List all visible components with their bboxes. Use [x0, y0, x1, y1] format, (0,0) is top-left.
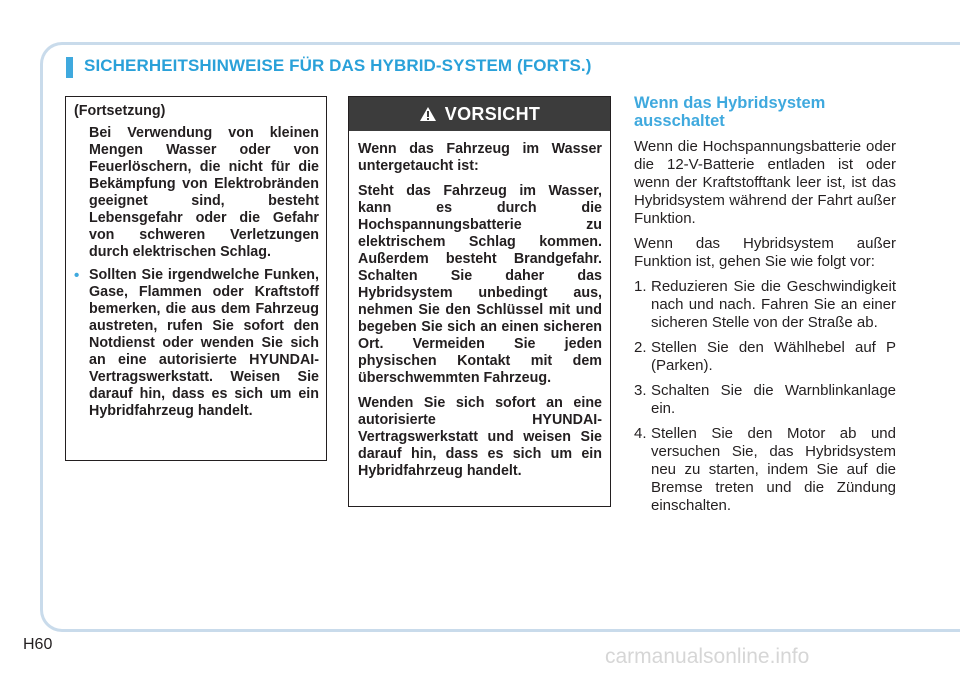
step-text: Stellen Sie den Motor ab und versuchen Sie, das Hybridsystem neu zu starten, indem Sie auf die Bremse treten und die Zündung einschalten. [651, 425, 896, 514]
right-paragraph-1: Wenn die Hochspannungsbatterie oder die 12-V-Batterie entladen ist oder wenn der Kraftstofftank leer ist, ist das Hybridsystem während der Fahrt außer Funktion. [634, 138, 896, 227]
caution-box [348, 96, 611, 507]
step-number: 2. [634, 339, 647, 356]
right-column [634, 94, 896, 522]
bullet-dot-icon: • [74, 267, 80, 284]
caution-subheading: Wenn das Fahrzeug im Wasser untergetaucht ist: [358, 141, 602, 174]
caution-body [349, 131, 610, 480]
caution-paragraph-2: Wenden Sie sich sofort an eine autorisierte HYUNDAI-Vertragswerkstatt und weisen Sie darauf hin, dass es sich um ein Hybridfahrzeug handelt. [358, 395, 602, 479]
step-item [634, 339, 896, 375]
caution-header [349, 97, 610, 131]
watermark: carmanualsonline.info [605, 645, 810, 668]
page-number: H60 [23, 636, 53, 653]
caution-paragraph-1: Steht das Fahrzeug im Wasser, kann es durch die Hochspannungsbatterie zu elektrischem Schlag kommen. Außerdem besteht Brandgefahr. Schalten Sie daher das Hybridsystem unbedingt aus, nehmen Sie den Schlüssel mit und begeben Sie sich an einen sicheren Ort. Vermeiden Sie jeden physischen Kontakt mit dem überschwemmten Fahrzeug. [358, 183, 602, 386]
section-title: SICHERHEITSHINWEISE FÜR DAS HYBRID-SYSTEM (FORTS.) [84, 56, 592, 75]
step-text: Schalten Sie die Warnblinkanlage ein. [651, 382, 896, 417]
step-item [634, 278, 896, 332]
step-text: Reduzieren Sie die Geschwindigkeit nach und nach. Fahren Sie an einer sicheren Stelle von der Straße ab. [651, 278, 896, 331]
continuation-paragraph: Bei Verwendung von kleinen Mengen Wasser oder von Feuerlöschern, die nicht für die Bekämpfung von Elektrobränden geeignet sind, besteht Lebensgefahr oder die Gefahr von schweren Verletzungen durch elektrischen Schlag. [89, 125, 319, 260]
step-number: 1. [634, 278, 647, 295]
right-paragraph-2: Wenn das Hybridsystem außer Funktion ist, gehen Sie wie folgt vor: [634, 235, 896, 270]
continuation-label: (Fortsetzung) [74, 103, 166, 119]
warning-triangle-icon [419, 106, 437, 122]
bullet-text: Sollten Sie irgendwelche Funken, Gase, Flammen oder Kraftstoff bemerken, die aus dem Fahrzeug austreten, rufen Sie sofort den Notdienst oder wenden Sie sich an eine autorisierte HYUNDAI-Vertragswerkstatt. Weisen Sie darauf hin, dass es sich um ein Hybridfahrzeug handelt. [89, 267, 319, 419]
step-item [634, 382, 896, 418]
bullet-item [74, 267, 319, 420]
step-item [634, 425, 896, 515]
title-accent-bar [66, 57, 73, 78]
caution-heading: VORSICHT [444, 103, 541, 124]
step-text: Stellen Sie den Wählhebel auf P (Parken). [651, 339, 896, 374]
step-number: 4. [634, 425, 647, 442]
continuation-warning-box [65, 96, 327, 461]
subsection-title: Wenn das Hybridsystem ausschaltet [634, 94, 826, 130]
step-number: 3. [634, 382, 647, 399]
